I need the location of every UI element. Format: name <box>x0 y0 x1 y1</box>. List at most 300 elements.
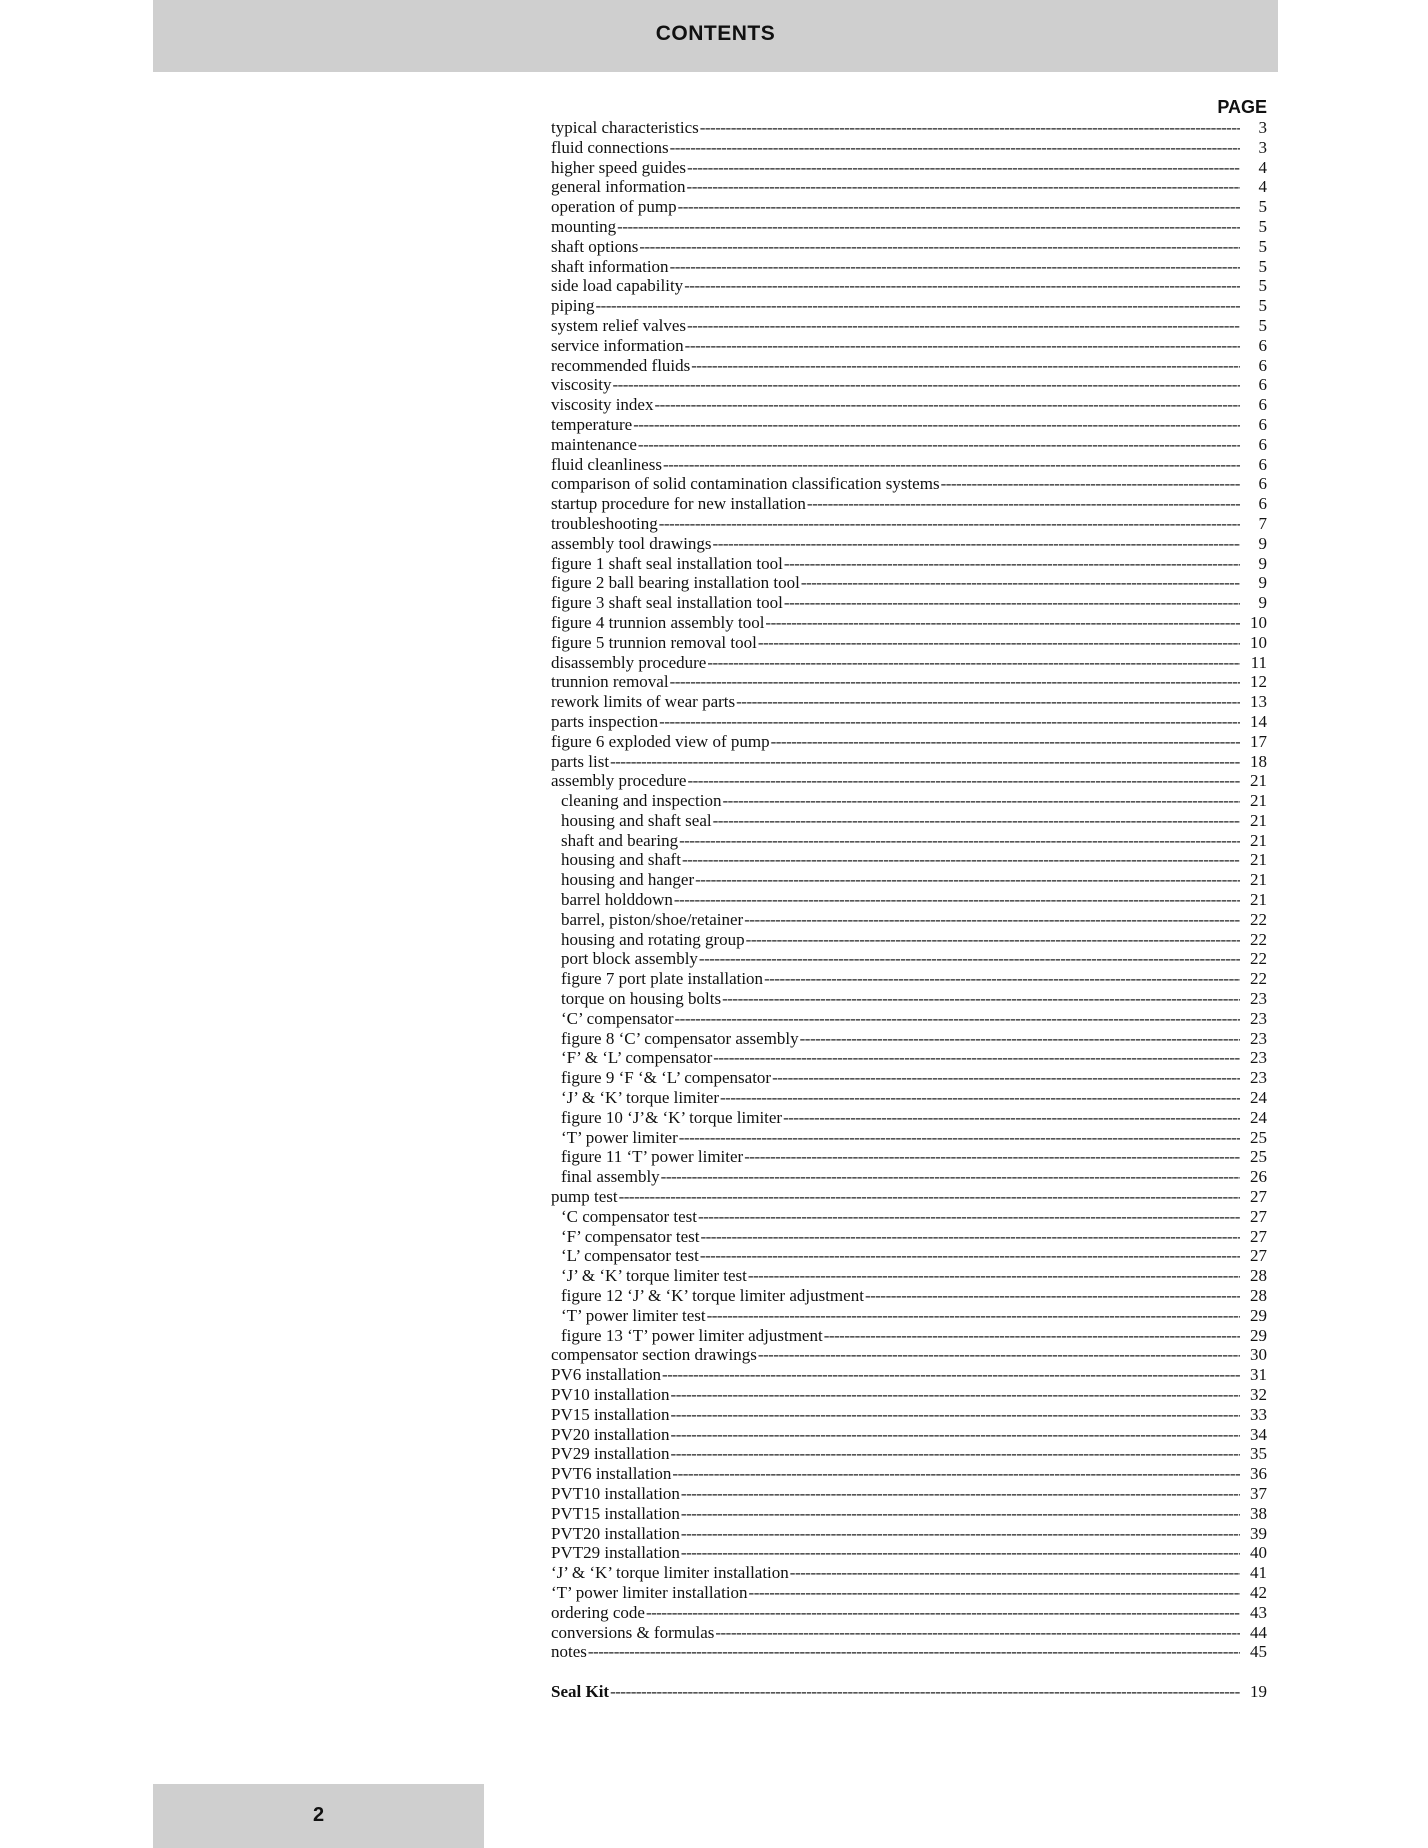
toc-entry[interactable] <box>551 910 1267 930</box>
toc-entry[interactable] <box>551 712 1267 732</box>
dot-leader <box>758 633 1240 653</box>
toc-entry-page: 39 <box>1250 1523 1267 1543</box>
dot-leader <box>674 890 1240 910</box>
toc-entry-title: torque on housing bolts <box>561 989 722 1009</box>
toc-entry-page: 5 <box>1258 256 1267 276</box>
toc-entry-title: figure 10 ‘J’& ‘K’ torque limiter <box>561 1107 783 1127</box>
toc-entry-title: ‘J’ & ‘K’ torque limiter <box>561 1088 719 1108</box>
toc-entry-page: 23 <box>1250 1048 1267 1068</box>
toc-entry-page: 9 <box>1258 533 1267 553</box>
dot-leader <box>612 375 1240 395</box>
toc-entry[interactable] <box>551 158 1267 178</box>
toc-entry[interactable] <box>551 831 1267 851</box>
dot-leader <box>654 395 1240 415</box>
toc-entry-page: 40 <box>1250 1543 1267 1563</box>
toc-entry[interactable] <box>551 494 1267 514</box>
dot-leader <box>681 1504 1240 1524</box>
toc-entry[interactable] <box>551 356 1267 376</box>
toc-entry[interactable] <box>551 1108 1267 1128</box>
toc-entry[interactable] <box>551 1603 1267 1623</box>
toc-entry-page: 27 <box>1250 1246 1267 1266</box>
toc-entry[interactable] <box>551 930 1267 950</box>
toc-entry-page: 24 <box>1250 1107 1267 1127</box>
toc-entry[interactable] <box>551 455 1267 475</box>
dot-leader <box>771 732 1240 752</box>
toc-entry[interactable] <box>551 1385 1267 1405</box>
toc-entry-title: troubleshooting <box>551 513 658 533</box>
toc-entry-title: system relief valves <box>551 315 687 335</box>
toc-entry-title: side load capability <box>551 276 684 296</box>
toc-entry-page: 23 <box>1250 989 1267 1009</box>
dot-leader <box>744 1147 1240 1167</box>
toc-entry-title: service information <box>551 335 684 355</box>
toc-entry[interactable] <box>551 573 1267 593</box>
dot-leader <box>713 811 1240 831</box>
toc-entry[interactable] <box>551 850 1267 870</box>
dot-leader <box>679 1128 1240 1148</box>
page-number: 2 <box>312 1804 325 1826</box>
toc-entry-page: 23 <box>1250 1028 1267 1048</box>
toc-entry-seal-kit[interactable] <box>551 1682 1267 1702</box>
dot-leader <box>682 850 1240 870</box>
toc-entry[interactable] <box>551 415 1267 435</box>
toc-entry-page: 21 <box>1250 850 1267 870</box>
toc-entry-page: 25 <box>1250 1127 1267 1147</box>
toc-entry[interactable] <box>551 514 1267 534</box>
toc-entry[interactable] <box>551 1504 1267 1524</box>
toc-entry-title: ordering code <box>551 1602 645 1622</box>
toc-entry[interactable] <box>551 1326 1267 1346</box>
toc-entry-title: figure 6 exploded view of pump <box>551 731 770 751</box>
dot-leader <box>695 870 1240 890</box>
toc-entry-title: ‘F’ & ‘L’ compensator <box>561 1048 713 1068</box>
toc-entry[interactable] <box>551 118 1267 138</box>
toc-entry-title: assembly procedure <box>551 771 687 791</box>
toc-entry-title: figure 13 ‘T’ power limiter adjustment <box>561 1325 823 1345</box>
toc-entry[interactable] <box>551 1147 1267 1167</box>
toc-entry[interactable] <box>551 692 1267 712</box>
toc-entry-title: viscosity <box>551 375 612 395</box>
toc-entry-title: PVT10 installation <box>551 1483 680 1503</box>
toc-entry[interactable] <box>551 1543 1267 1563</box>
toc-entry-title: PVT6 installation <box>551 1464 672 1484</box>
toc-entry-page: 38 <box>1250 1503 1267 1523</box>
toc-entry-page: 19 <box>1250 1682 1267 1702</box>
dot-leader <box>687 158 1240 178</box>
toc-entry-title: PVT29 installation <box>551 1543 680 1563</box>
toc-entry[interactable] <box>551 197 1267 217</box>
toc-entry-title: compensator section drawings <box>551 1345 757 1365</box>
toc-entry[interactable] <box>551 534 1267 554</box>
toc-entry-page: 14 <box>1250 711 1267 731</box>
toc-entry-page: 6 <box>1258 474 1267 494</box>
toc-entry[interactable] <box>551 1286 1267 1306</box>
toc-entry-title: ‘L’ compensator test <box>561 1246 699 1266</box>
dot-leader <box>707 1306 1240 1326</box>
toc-entry-title: Seal Kit <box>551 1682 610 1702</box>
toc-entry[interactable] <box>551 1306 1267 1326</box>
toc-entry[interactable] <box>551 1167 1267 1187</box>
toc-entry-title: shaft information <box>551 256 669 276</box>
toc-entry-title: housing and shaft <box>561 850 681 870</box>
dot-leader <box>659 514 1240 534</box>
toc-entry-page: 21 <box>1250 830 1267 850</box>
page-title: CONTENTS <box>655 22 776 45</box>
toc-entry-title: cleaning and inspection <box>561 791 722 811</box>
dot-leader <box>784 554 1240 574</box>
toc-entry-title: viscosity index <box>551 395 654 415</box>
toc-entry-page: 45 <box>1250 1642 1267 1662</box>
dot-leader <box>700 118 1240 138</box>
toc-entry[interactable] <box>551 1464 1267 1484</box>
dot-leader <box>675 1009 1240 1029</box>
toc-entry[interactable] <box>551 1246 1267 1266</box>
dot-leader <box>801 573 1240 593</box>
toc-entry[interactable] <box>551 1187 1267 1207</box>
dot-leader <box>800 1029 1240 1049</box>
toc-entry[interactable] <box>551 890 1267 910</box>
dot-leader <box>700 1246 1240 1266</box>
toc-entry[interactable] <box>551 316 1267 336</box>
toc-entry-page: 23 <box>1250 1008 1267 1028</box>
dot-leader <box>720 1088 1240 1108</box>
toc-entry-title: assembly tool drawings <box>551 533 712 553</box>
dot-leader <box>681 1524 1240 1544</box>
toc-entry-page: 5 <box>1258 216 1267 236</box>
toc-entry[interactable] <box>551 791 1267 811</box>
toc-entry[interactable] <box>551 276 1267 296</box>
toc-entry[interactable] <box>551 375 1267 395</box>
toc-entry-page: 9 <box>1258 593 1267 613</box>
toc-entry[interactable] <box>551 237 1267 257</box>
dot-leader <box>713 1048 1240 1068</box>
dot-leader <box>746 930 1240 950</box>
toc-entry-page: 23 <box>1250 1068 1267 1088</box>
toc-entry-title: PV6 installation <box>551 1365 662 1385</box>
toc-entry-title: temperature <box>551 414 633 434</box>
toc-entry-page: 25 <box>1250 1147 1267 1167</box>
toc-entry-page: 21 <box>1250 870 1267 890</box>
dot-leader <box>681 1543 1240 1563</box>
toc-entry-title: PVT20 installation <box>551 1523 680 1543</box>
toc-entry-title: higher speed guides <box>551 157 687 177</box>
toc-entry-page: 3 <box>1258 118 1267 137</box>
toc-entry-page: 6 <box>1258 454 1267 474</box>
toc-entry[interactable] <box>551 257 1267 277</box>
toc-entry[interactable] <box>551 771 1267 791</box>
toc-entry-page: 22 <box>1250 949 1267 969</box>
toc-entry-page: 42 <box>1250 1582 1267 1602</box>
dot-leader <box>671 1405 1240 1425</box>
toc-entry-page: 11 <box>1250 652 1267 672</box>
toc-entry[interactable] <box>551 732 1267 752</box>
dot-leader <box>588 1642 1240 1662</box>
toc-entry[interactable] <box>551 474 1267 494</box>
dot-leader <box>663 455 1240 475</box>
toc-entry-title: PVT15 installation <box>551 1503 680 1523</box>
toc-entry-title: PV20 installation <box>551 1424 670 1444</box>
toc-entry[interactable] <box>551 989 1267 1009</box>
dot-leader <box>679 831 1240 851</box>
dot-leader <box>941 474 1240 494</box>
toc-entry-page: 10 <box>1250 612 1267 632</box>
toc-entry-title: ‘J’ & ‘K’ torque limiter test <box>561 1266 747 1286</box>
toc-entry-page: 33 <box>1250 1404 1267 1424</box>
toc-entry-page: 4 <box>1258 177 1267 197</box>
toc-entry[interactable] <box>551 949 1267 969</box>
dot-leader <box>713 534 1240 554</box>
toc-entry-page: 29 <box>1250 1325 1267 1345</box>
dot-leader <box>619 1187 1240 1207</box>
toc-entry-title: housing and hanger <box>561 870 695 890</box>
toc-entry-page: 12 <box>1250 672 1267 692</box>
page-column-header: PAGE <box>1217 97 1267 117</box>
toc-entry[interactable] <box>551 1128 1267 1148</box>
toc-entry-title: barrel holddown <box>561 890 673 910</box>
toc-entry[interactable] <box>551 1642 1267 1662</box>
toc-entry-page: 9 <box>1258 553 1267 573</box>
toc-entry[interactable] <box>551 1444 1267 1464</box>
toc-entry-page: 30 <box>1250 1345 1267 1365</box>
dot-leader <box>765 613 1240 633</box>
toc-entry-title: parts list <box>551 751 610 771</box>
dot-leader <box>646 1603 1240 1623</box>
toc-entry-page: 27 <box>1250 1226 1267 1246</box>
toc-entry-title: ‘F’ compensator test <box>561 1226 700 1246</box>
toc-entry-title: port block assembly <box>561 949 698 969</box>
dot-leader <box>699 949 1240 969</box>
toc-entry-title: comparison of solid contamination classification systems <box>551 474 940 494</box>
dot-leader <box>784 593 1240 613</box>
toc-entry[interactable] <box>551 1068 1267 1088</box>
toc-entry-page: 5 <box>1258 236 1267 256</box>
toc-entry-title: rework limits of wear parts <box>551 692 736 712</box>
toc-entry-page: 36 <box>1250 1464 1267 1484</box>
toc-entry-page: 22 <box>1250 909 1267 929</box>
toc-entry[interactable] <box>551 811 1267 831</box>
toc-entry-page: 32 <box>1250 1385 1267 1404</box>
toc-entry-title: figure 3 shaft seal installation tool <box>551 593 783 613</box>
toc-entry-page: 35 <box>1250 1444 1267 1464</box>
toc-entry-page: 4 <box>1258 157 1267 177</box>
toc-entry-title: figure 11 ‘T’ power limiter <box>561 1147 744 1167</box>
toc-entry-page: 29 <box>1250 1305 1267 1325</box>
toc-entry-page: 37 <box>1250 1483 1267 1503</box>
toc-entry-title: typical characteristics <box>551 118 699 137</box>
dot-leader <box>670 257 1240 277</box>
toc-entry-title: ‘T’ power limiter installation <box>551 1582 748 1602</box>
dot-leader <box>670 672 1240 692</box>
toc-entry[interactable] <box>551 336 1267 356</box>
dot-leader <box>671 1444 1240 1464</box>
toc-entry-page: 24 <box>1250 1088 1267 1108</box>
toc-entry[interactable] <box>551 1524 1267 1544</box>
toc-entry-page: 5 <box>1258 296 1267 316</box>
dot-leader <box>617 217 1240 237</box>
toc-entry-title: startup procedure for new installation <box>551 494 806 514</box>
toc-entry-title: figure 4 trunnion assembly tool <box>551 612 765 632</box>
toc-entry[interactable] <box>551 138 1267 158</box>
dot-leader <box>700 1227 1240 1247</box>
toc-entry[interactable] <box>551 217 1267 237</box>
toc-entry[interactable] <box>551 1563 1267 1583</box>
toc-entry-page: 5 <box>1258 276 1267 296</box>
toc-entry[interactable] <box>551 969 1267 989</box>
toc-entry-title: ‘T’ power limiter <box>561 1127 678 1147</box>
toc-entry-title: operation of pump <box>551 197 677 217</box>
toc-entry[interactable] <box>551 1029 1267 1049</box>
toc-entry[interactable] <box>551 633 1267 653</box>
toc-entry-title: notes <box>551 1642 587 1662</box>
toc-entry[interactable] <box>551 672 1267 692</box>
toc-entry[interactable] <box>551 1425 1267 1445</box>
toc-entry-page: 27 <box>1250 1187 1267 1207</box>
toc-entry-title: recommended fluids <box>551 355 691 375</box>
dot-leader <box>681 1484 1240 1504</box>
dot-leader <box>790 1563 1240 1583</box>
toc-entry-title: PV15 installation <box>551 1404 670 1424</box>
dot-leader <box>685 336 1240 356</box>
toc-entry-page: 6 <box>1258 414 1267 434</box>
toc-entry[interactable] <box>551 1405 1267 1425</box>
toc-entry-title: pump test <box>551 1187 618 1207</box>
toc-entry-page: 22 <box>1250 929 1267 949</box>
toc-entry-title: general information <box>551 177 686 197</box>
toc-entry[interactable] <box>551 1227 1267 1247</box>
toc-entry[interactable] <box>551 395 1267 415</box>
toc-entry[interactable] <box>551 1009 1267 1029</box>
toc-entry-title: conversions & formulas <box>551 1622 715 1642</box>
toc-entry-page: 28 <box>1250 1266 1267 1286</box>
toc-entry-page: 21 <box>1250 791 1267 811</box>
toc-entry[interactable] <box>551 1048 1267 1068</box>
toc-entry-title: ‘C compensator test <box>561 1206 697 1226</box>
dot-leader <box>723 791 1240 811</box>
header-bar <box>153 0 1278 72</box>
toc-entry-page: 22 <box>1250 969 1267 989</box>
toc-entry-title: final assembly <box>561 1167 660 1187</box>
toc-entry-page: 9 <box>1258 573 1267 593</box>
dot-leader <box>595 296 1240 316</box>
toc-entry-page: 3 <box>1258 137 1267 157</box>
dot-leader <box>824 1326 1240 1346</box>
dot-leader <box>736 692 1240 712</box>
toc-entry-title: housing and rotating group <box>561 929 745 949</box>
dot-leader <box>639 237 1240 257</box>
toc-entry-page: 10 <box>1250 632 1267 652</box>
dot-leader <box>633 415 1240 435</box>
dot-leader <box>670 138 1240 158</box>
toc-entry-page: 18 <box>1250 751 1267 771</box>
dot-leader <box>698 1207 1240 1227</box>
toc-entry-title: housing and shaft seal <box>561 810 712 830</box>
toc-entry[interactable] <box>551 870 1267 890</box>
dot-leader <box>678 197 1240 217</box>
dot-leader <box>610 1682 1240 1702</box>
toc-entry-page: 28 <box>1250 1286 1267 1306</box>
toc-entry-title: mounting <box>551 216 617 236</box>
dot-leader <box>715 1623 1240 1643</box>
toc-entry[interactable] <box>551 613 1267 633</box>
toc-entry-title: shaft and bearing <box>561 830 679 850</box>
toc-entry-page: 44 <box>1250 1622 1267 1642</box>
toc-entry-page: 6 <box>1258 375 1267 395</box>
toc-entry-title: figure 1 shaft seal installation tool <box>551 553 783 573</box>
toc-entry-page: 6 <box>1258 494 1267 514</box>
toc-list <box>551 118 1267 1702</box>
toc-entry[interactable] <box>551 1583 1267 1603</box>
toc-entry-title: trunnion removal <box>551 672 669 692</box>
toc-entry-page: 5 <box>1258 197 1267 217</box>
toc-entry-page: 6 <box>1258 434 1267 454</box>
toc-entry-title: ‘C’ compensator <box>561 1008 674 1028</box>
toc-entry[interactable] <box>551 1088 1267 1108</box>
dot-leader <box>783 1108 1240 1128</box>
dot-leader <box>659 712 1240 732</box>
toc-entry-page: 6 <box>1258 335 1267 355</box>
dot-leader <box>722 989 1240 1009</box>
toc-entry[interactable] <box>551 554 1267 574</box>
toc-entry-title: ‘T’ power limiter test <box>561 1305 706 1325</box>
toc-entry-page: 41 <box>1250 1563 1267 1583</box>
toc-entry-page: 21 <box>1250 810 1267 830</box>
toc-entry[interactable] <box>551 1484 1267 1504</box>
toc-entry[interactable] <box>551 1207 1267 1227</box>
dot-leader <box>764 969 1240 989</box>
dot-leader <box>672 1464 1240 1484</box>
toc-entry-page: 6 <box>1258 355 1267 375</box>
toc-entry-title: piping <box>551 296 595 316</box>
dot-leader <box>671 1385 1240 1405</box>
toc-entry-page: 43 <box>1250 1602 1267 1622</box>
toc-entry[interactable] <box>551 435 1267 455</box>
toc-entry-title: maintenance <box>551 434 637 454</box>
dot-leader <box>691 356 1240 376</box>
toc-entry-title: figure 7 port plate installation <box>561 969 764 989</box>
dot-leader <box>684 276 1240 296</box>
dot-leader <box>671 1425 1240 1445</box>
dot-leader <box>707 653 1240 673</box>
toc-entry[interactable] <box>551 593 1267 613</box>
toc-entry[interactable] <box>551 177 1267 197</box>
dot-leader <box>610 752 1240 772</box>
toc-entry-page: 13 <box>1250 692 1267 712</box>
dot-leader <box>758 1345 1240 1365</box>
toc-entry[interactable] <box>551 1266 1267 1286</box>
toc-entry[interactable] <box>551 1623 1267 1643</box>
toc-entry-title: figure 5 trunnion removal tool <box>551 632 757 652</box>
toc-entry-title: barrel, piston/shoe/retainer <box>561 909 744 929</box>
toc-entry[interactable] <box>551 752 1267 772</box>
dot-leader <box>661 1167 1240 1187</box>
toc-entry-title: figure 12 ‘J’ & ‘K’ torque limiter adjustment <box>561 1286 864 1306</box>
toc-entry[interactable] <box>551 296 1267 316</box>
toc-entry-page: 21 <box>1250 771 1267 791</box>
toc-entry[interactable] <box>551 1365 1267 1385</box>
toc-entry-title: PV10 installation <box>551 1385 670 1404</box>
toc-entry-page: 21 <box>1250 890 1267 910</box>
dot-leader <box>749 1583 1240 1603</box>
toc-entry-page: 7 <box>1258 513 1267 533</box>
toc-entry-page: 26 <box>1250 1167 1267 1187</box>
toc-entry-page: 6 <box>1258 395 1267 415</box>
toc-entry-page: 34 <box>1250 1424 1267 1444</box>
toc-entry-page: 31 <box>1250 1365 1267 1385</box>
toc-entry[interactable] <box>551 1345 1267 1365</box>
dot-leader <box>687 177 1240 197</box>
toc-entry[interactable] <box>551 653 1267 673</box>
toc-entry-title: fluid cleanliness <box>551 454 662 474</box>
